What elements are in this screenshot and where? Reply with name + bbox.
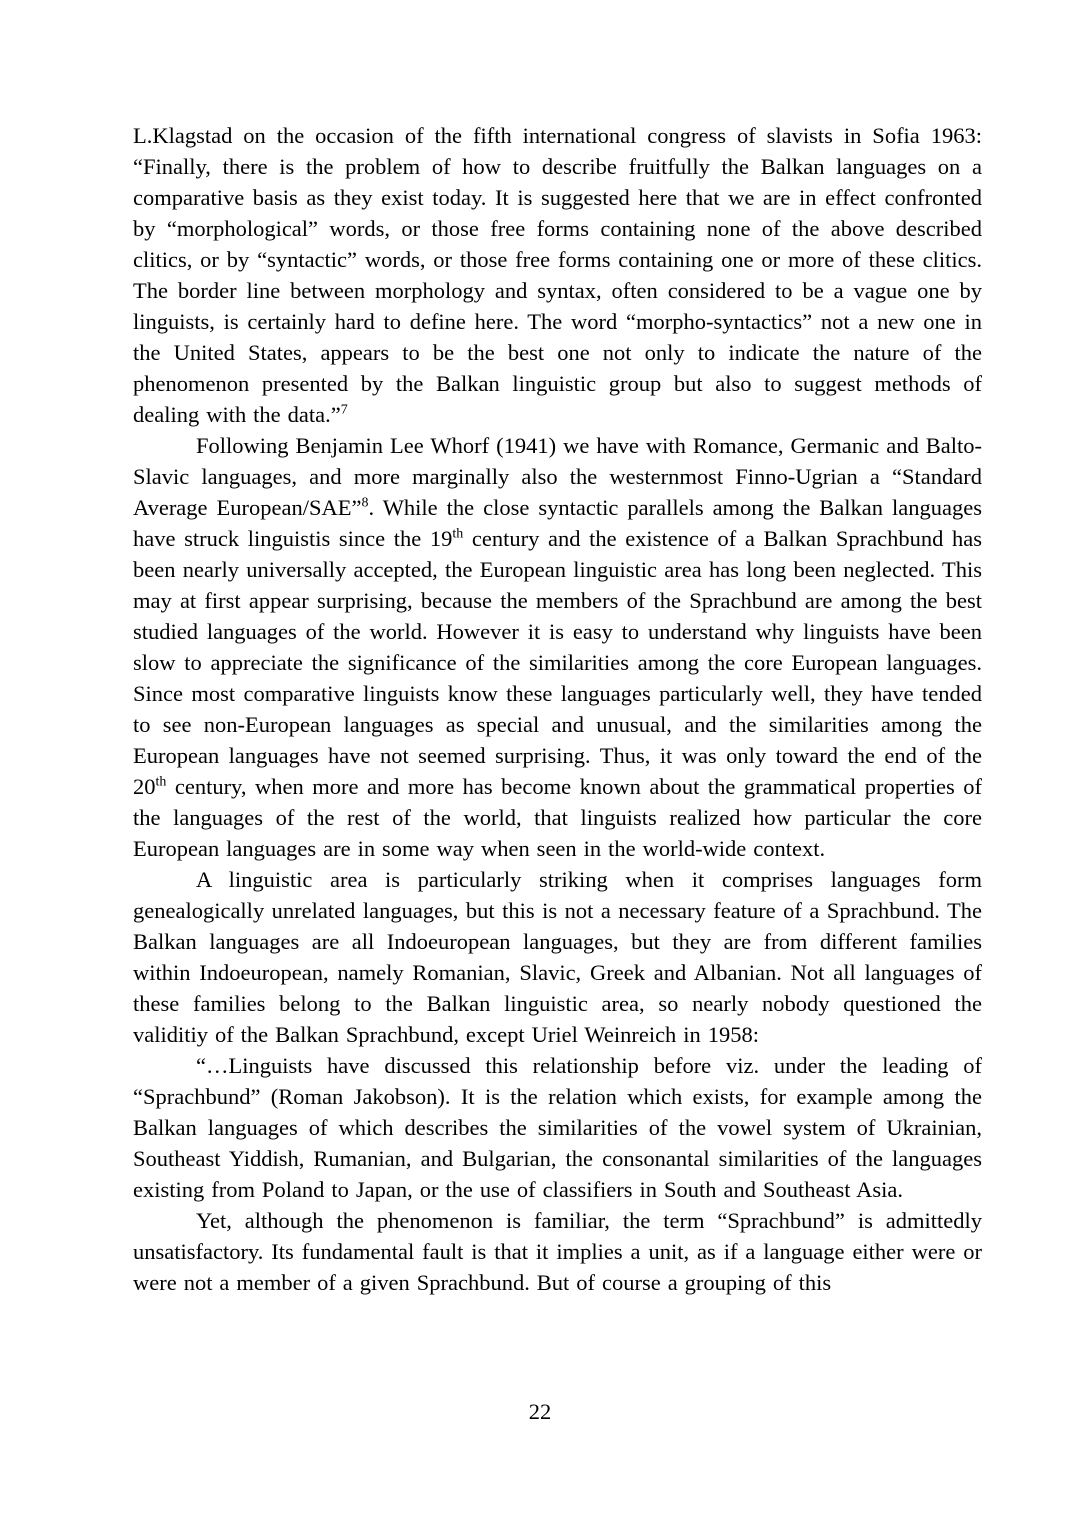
paragraph-1: L.Klagstad on the occasion of the fifth international congress of slavists in Sofia 1963: “Finally, there is the problem of how to describe fruitfully the Balkan languages on a comparative basis as they exist today. It is suggested here that we are in effect confronted by “morphological” words, or those free forms containing none of the above described clitics, or by “syntactic” words, or those free forms containing one or more of these clitics. The border line between morphology and syntax, often considered to be a vague one by linguists, is certainly hard to define here. The word “morpho-syntactics” not a new one in the United States, appears to be the best one not only to indicate the nature of the phenomenon presented by the Balkan linguistic group but also to suggest methods of dealing with the data.”$^7$ <box>133 123 982 427</box>
paragraph-3: A linguistic area is particularly striking when it comprises languages form genealogically unrelated languages, but this is not a necessary feature of a Sprachbund. The Balkan languages are all Indoeuropean languages, but they are from different families within Indoeuropean, namely Romanian, Slavic, Greek and Albanian. Not all languages of these families belong to the Balkan linguistic area, so nearly nobody questioned the validitiy of the Balkan Sprachbund, except Uriel Weinreich in 1958: <box>133 867 982 1047</box>
page-number: 22 <box>528 1399 552 1424</box>
paragraph-2: Following Benjamin Lee Whorf (1941) we have with Romance, Germanic and Balto-Slavic languages, and more marginally also the westernmost Finno-Ugrian a “Standard Average European/SAE”$^8$. While the close syntactic parallels among the Balkan languages have struck linguistis since the 19th century and the existence of a Balkan Sprachbund has been nearly universally accepted, the European linguistic area has long been neglected. This may at first appear surprising, because the members of the Sprachbund are among the best studied languages of the world. However it is easy to understand why linguists have been slow to appreciate the significance of the similarities among the core European languages. Since most comparative linguists know these languages particularly well, they have tended to see non-European languages as special and unusual, and the similarities among the European languages have not seemed surprising. Thus, it was only toward the end of the 20th century, when more and more has become known about the grammatical properties of the languages of the rest of the world, that linguists realized how particular the core European languages are in some way when seen in the world-wide context. <box>133 433 983 861</box>
paragraph-4: “…Linguists have discussed this relationship before viz. under the leading of “Sprachbund” (Roman Jakobson). It is the relation which exists, for example among the Balkan languages of which describes the similarities of the vowel system of Ukrainian, Southeast Yiddish, Rumanian, and Bulgarian, the consonantal similarities of the languages existing from Poland to Japan, or the use of classifiers in South and Southeast Asia. <box>133 1053 982 1202</box>
paragraph-5: Yet, although the phenomenon is familiar, the term “Sprachbund” is admittedly unsatisfactory. Its fundamental fault is that it implies a unit, as if a language either were or were not a member of a given Sprachbund. But of course a grouping of this <box>133 1208 982 1295</box>
text-block <box>133 120 982 1298</box>
